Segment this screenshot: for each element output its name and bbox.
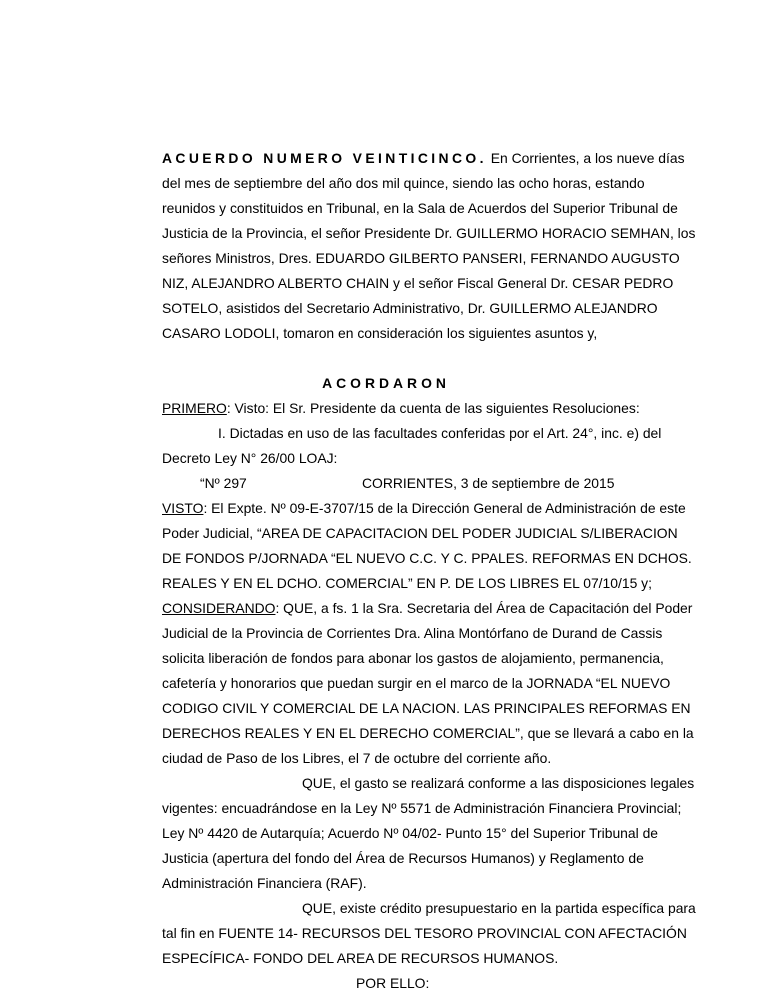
primero-line <box>162 398 640 418</box>
visto-line-2: Poder Judicial, “AREA DE CAPACITACION DEL PODER JUDICIAL S/LIBERACION <box>162 525 678 541</box>
considerando-line-5: CODIGO CIVIL Y COMERCIAL DE LA NACION. LAS PRINCIPALES REFORMAS EN <box>162 700 691 716</box>
que-gasto-line-2: vigentes: encuadrándose en la Ley Nº 5571 de Administración Financiera Provincial; <box>162 800 682 816</box>
intro-line-3: reunidos y constituidos en Tribunal, en la Sala de Acuerdos del Superior Tribunal de <box>162 200 678 216</box>
primero-item-2: Decreto Ley N° 26/00 LOAJ: <box>162 450 338 466</box>
primero-label: PRIMERO <box>162 400 227 416</box>
visto-line-4: REALES Y EN EL DCHO. COMERCIAL” EN P. DE LOS LIBRES EL 07/10/15 y; <box>162 575 652 591</box>
intro-line-7: SOTELO, asistidos del Secretario Administrativo, Dr. GUILLERMO ALEJANDRO <box>162 300 658 316</box>
que-gasto-line-1: QUE, el gasto se realizará conforme a las disposiciones legales <box>302 775 695 791</box>
intro-line-1 <box>162 148 685 168</box>
considerando-label: CONSIDERANDO <box>162 600 276 616</box>
que-gasto-line-3: Ley Nº 4420 de Autarquía; Acuerdo Nº 04/02- Punto 15° del Superior Tribunal de <box>162 825 659 841</box>
acordaron-heading: ACORDARON <box>322 375 450 391</box>
considerando-line-6: DERECHOS REALES Y EN EL DERECHO COMERCIAL”, que se llevará a cabo en la <box>162 725 694 741</box>
que-gasto-line-4: Justicia (apertura del fondo del Área de Recursos Humanos) y Reglamento de <box>162 850 644 866</box>
considerando-text: : QUE, a fs. 1 la Sra. Secretaria del Área de Capacitación del Poder <box>275 600 693 616</box>
que-credito-line-3: ESPECÍFICA- FONDO DEL AREA DE RECURSOS HUMANOS. <box>162 950 559 966</box>
considerando-line-7: ciudad de Paso de los Libres, el 7 de octubre del corriente año. <box>162 750 552 766</box>
que-gasto-line-5: Administración Financiera (RAF). <box>162 875 367 891</box>
considerando-line-2: Judicial de la Provincia de Corrientes Dra. Alina Montórfano de Durand de Cassis <box>162 625 663 641</box>
considerando-line-1 <box>162 598 693 618</box>
que-credito-line-1: QUE, existe crédito presupuestario en la partida específica para <box>302 900 696 916</box>
resolution-number: “Nº 297 <box>200 475 247 491</box>
intro-line-4: Justicia de la Provincia, el señor Presidente Dr. GUILLERMO HORACIO SEMHAN, los <box>162 225 696 241</box>
por-ello: POR ELLO: <box>356 975 430 991</box>
intro-line-8: CASARO LODOLI, tomaron en consideración los siguientes asuntos y, <box>162 325 598 341</box>
primero-item-1: I. Dictadas en uso de las facultades conferidas por el Art. 24°, inc. e) del <box>218 425 662 441</box>
resolution-place-date: CORRIENTES, 3 de septiembre de 2015 <box>362 475 615 491</box>
visto-text: : El Expte. Nº 09-E-3707/15 de la Dirección General de Administración de este <box>203 500 686 516</box>
intro-line-2: del mes de septiembre del año dos mil quince, siendo las ocho horas, estando <box>162 175 645 191</box>
acuerdo-title: ACUERDO NUMERO VEINTICINCO. <box>162 150 487 166</box>
intro-line-6: NIZ, ALEJANDRO ALBERTO CHAIN y el señor Fiscal General Dr. CESAR PEDRO <box>162 275 674 291</box>
visto-line-1 <box>162 498 686 518</box>
visto-line-3: DE FONDOS P/JORNADA “EL NUEVO C.C. Y C. PPALES. REFORMAS EN DCHOS. <box>162 550 692 566</box>
visto-label: VISTO <box>162 500 204 516</box>
intro-text: En Corrientes, a los nueve días <box>490 150 685 166</box>
primero-text: : Visto: El Sr. Presidente da cuenta de las siguientes Resoluciones: <box>226 400 640 416</box>
intro-line-5: señores Ministros, Dres. EDUARDO GILBERTO PANSERI, FERNANDO AUGUSTO <box>162 250 680 266</box>
considerando-line-4: cafetería y honorarios que puedan surgir en el marco de la JORNADA “EL NUEVO <box>162 675 671 691</box>
considerando-line-3: solicita liberación de fondos para abonar los gastos de alojamiento, permanencia, <box>162 650 664 666</box>
que-credito-line-2: tal fin en FUENTE 14- RECURSOS DEL TESORO PROVINCIAL CON AFECTACIÓN <box>162 925 687 941</box>
